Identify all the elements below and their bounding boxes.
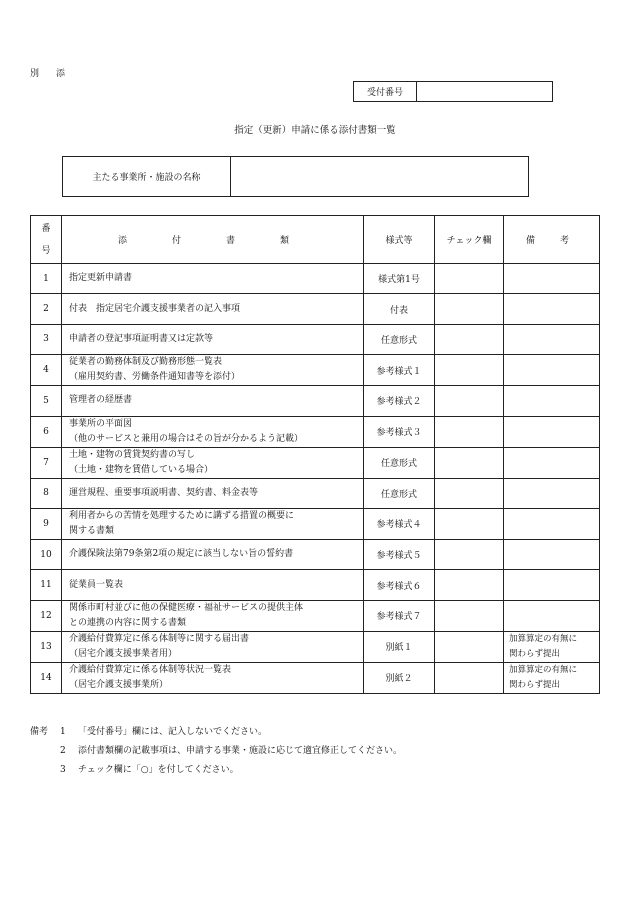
row-number-text: 7 <box>43 457 49 468</box>
table-header-row <box>31 216 600 264</box>
table-row <box>31 355 600 386</box>
row-number <box>31 600 62 631</box>
row-number <box>31 264 62 294</box>
check-cell[interactable] <box>435 539 504 569</box>
remarks-cell <box>504 324 600 354</box>
remarks-cell <box>504 662 600 693</box>
header-number-text: 番 号 <box>41 223 51 256</box>
document-name <box>62 294 364 324</box>
header-remarks: 備 考 <box>504 216 600 264</box>
form-type <box>364 264 435 294</box>
check-cell[interactable] <box>435 416 504 447</box>
document-name-text: 付表 指定居宅介護支援事業者の記入事項 <box>69 303 241 314</box>
remarks-cell-text: 加算算定の有無に <box>509 633 578 644</box>
form-type-text: 参考様式４ <box>376 520 422 531</box>
note-number: 3 <box>60 765 66 775</box>
check-cell[interactable] <box>435 508 504 539</box>
remarks-cell-text: 関わらず提出 <box>509 679 561 690</box>
remarks-cell <box>504 264 600 294</box>
remarks-cell <box>504 570 600 600</box>
row-number-text: 1 <box>43 273 49 284</box>
document-name-text: 関係市町村並びに他の保健医療・福祉サービスの提供主体 <box>69 602 304 613</box>
form-type <box>364 478 435 508</box>
remarks-cell <box>504 600 600 631</box>
document-name <box>62 631 364 662</box>
document-name-text: 介護保険法第79条第2項の規定に該当しない旨の誓約書 <box>69 549 294 560</box>
check-cell[interactable] <box>435 386 504 416</box>
row-number <box>31 478 62 508</box>
document-name <box>62 478 364 508</box>
note-number: 1 <box>60 727 66 737</box>
row-number-text: 14 <box>40 672 52 683</box>
table-row <box>31 631 600 662</box>
note-number: 2 <box>60 746 66 756</box>
header-form: 様式等 <box>364 216 435 264</box>
check-cell[interactable] <box>435 478 504 508</box>
form-type <box>364 570 435 600</box>
note-text: 添付書類欄の記載事項は、申請する事業・施設に応じて適宜修正してください。 <box>78 746 403 756</box>
document-name <box>62 264 364 294</box>
row-number-text: 3 <box>43 334 49 345</box>
row-number <box>31 508 62 539</box>
form-type-text: 付表 <box>389 305 408 316</box>
row-number-text: 6 <box>43 426 49 437</box>
form-type-text: 任意形式 <box>380 489 417 500</box>
form-type <box>364 539 435 569</box>
document-name-text: （居宅介護支援事業者用） <box>69 648 178 659</box>
check-cell[interactable] <box>435 631 504 662</box>
check-cell[interactable] <box>435 662 504 693</box>
row-number-text: 2 <box>43 304 49 315</box>
row-number-text: 13 <box>40 641 52 652</box>
remarks-cell <box>504 631 600 662</box>
document-name-text: 申請者の登記事項証明書又は定款等 <box>69 333 214 344</box>
form-type <box>364 294 435 324</box>
row-number <box>31 570 62 600</box>
facility-name-label: 主たる事業所・施設の名称 <box>63 157 231 196</box>
form-type <box>364 324 435 354</box>
document-name-text: 土地・建物の賃貸契約書の写し <box>69 449 196 460</box>
remarks-cell <box>504 478 600 508</box>
attachment-table <box>30 215 600 694</box>
notes-lead: 備考 <box>30 727 49 737</box>
form-type-text: 参考様式７ <box>376 612 422 623</box>
table-row <box>31 662 600 693</box>
document-name <box>62 447 364 478</box>
remarks-cell <box>504 508 600 539</box>
remarks-cell <box>504 539 600 569</box>
form-type-text: 参考様式１ <box>376 366 422 377</box>
form-type <box>364 600 435 631</box>
document-name-text: との連携の内容に関する書類 <box>69 617 187 628</box>
table-row <box>31 264 600 294</box>
document-name <box>62 662 364 693</box>
table-row <box>31 324 600 354</box>
header-number <box>31 216 62 264</box>
check-cell[interactable] <box>435 570 504 600</box>
remarks-cell <box>504 386 600 416</box>
check-cell[interactable] <box>435 264 504 294</box>
attachment-label: 別 添 <box>30 69 70 79</box>
receipt-number-label: 受付番号 <box>354 82 417 101</box>
document-name <box>62 386 364 416</box>
document-name <box>62 600 364 631</box>
page-title: 指定（更新）申請に係る添付書類一覧 <box>234 125 396 136</box>
remarks-cell <box>504 355 600 386</box>
row-number-text: 12 <box>40 610 52 621</box>
document-name-text: 事業所の平面図 <box>69 418 133 429</box>
document-name <box>62 570 364 600</box>
facility-name-field[interactable] <box>231 157 528 196</box>
form-type <box>364 355 435 386</box>
document-name-text: 管理者の経歴書 <box>69 395 133 406</box>
form-type <box>364 662 435 693</box>
document-name-text: 関する書類 <box>69 525 115 536</box>
document-name-text: （土地・建物を賃借している場合） <box>69 464 214 475</box>
row-number <box>31 539 62 569</box>
form-type <box>364 447 435 478</box>
document-name-text: 利用者からの苦情を処理するために講ずる措置の概要に <box>69 510 295 521</box>
remarks-cell <box>504 416 600 447</box>
check-cell[interactable] <box>435 355 504 386</box>
row-number <box>31 447 62 478</box>
check-cell[interactable] <box>435 294 504 324</box>
document-name <box>62 508 364 539</box>
note-text: 「受付番号」欄には、記入しないでください。 <box>78 727 268 737</box>
document-name-text: 介護給付費算定に係る体制等に関する届出書 <box>69 633 250 644</box>
row-number <box>31 324 62 354</box>
receipt-number-field[interactable] <box>417 82 552 101</box>
table-row <box>31 478 600 508</box>
row-number-text: 10 <box>40 549 52 560</box>
form-type-text: 参考様式６ <box>376 581 422 592</box>
notes-section <box>30 723 402 780</box>
form-type-text: 別紙１ <box>385 643 413 654</box>
note-item <box>30 742 402 761</box>
table-row <box>31 386 600 416</box>
document-name <box>62 539 364 569</box>
row-number-text: 4 <box>43 365 49 376</box>
form-type <box>364 386 435 416</box>
table-row <box>31 600 600 631</box>
form-type <box>364 508 435 539</box>
row-number-text: 11 <box>40 580 52 591</box>
facility-name-box <box>62 156 529 197</box>
form-type-text: 任意形式 <box>380 459 417 470</box>
remarks-cell <box>504 447 600 478</box>
table-row <box>31 416 600 447</box>
row-number <box>31 294 62 324</box>
table-row <box>31 508 600 539</box>
document-name-text: 指定更新申請書 <box>69 273 133 284</box>
form-type-text: 参考様式２ <box>376 397 422 408</box>
note-item <box>30 723 402 742</box>
document-name-text: 従業員一覧表 <box>69 579 124 590</box>
document-name-text: （他のサービスと兼用の場合はその旨が分かるよう記載） <box>69 433 304 444</box>
check-cell[interactable] <box>435 600 504 631</box>
note-item <box>30 761 402 780</box>
row-number <box>31 355 62 386</box>
row-number <box>31 631 62 662</box>
table-row <box>31 294 600 324</box>
row-number-text: 8 <box>43 488 49 499</box>
row-number-text: 5 <box>43 395 49 406</box>
row-number <box>31 662 62 693</box>
row-number <box>31 386 62 416</box>
table-row <box>31 570 600 600</box>
document-name <box>62 355 364 386</box>
form-type-text: 様式第1号 <box>378 275 420 286</box>
form-type-text: 別紙２ <box>385 674 413 685</box>
remarks-cell <box>504 294 600 324</box>
note-text: チェック欄に「○」を付してください。 <box>78 765 239 775</box>
document-name <box>62 416 364 447</box>
check-cell[interactable] <box>435 447 504 478</box>
header-check: チェック欄 <box>435 216 504 264</box>
document-name <box>62 324 364 354</box>
form-type-text: 参考様式５ <box>376 551 422 562</box>
check-cell[interactable] <box>435 324 504 354</box>
form-type-text: 任意形式 <box>380 335 417 346</box>
receipt-number-box <box>353 81 553 102</box>
document-name-text: （居宅介護支援事業所） <box>69 679 169 690</box>
remarks-cell-text: 加算算定の有無に <box>509 664 578 675</box>
remarks-cell-text: 関わらず提出 <box>509 648 561 659</box>
table-row <box>31 539 600 569</box>
form-type <box>364 631 435 662</box>
row-number <box>31 416 62 447</box>
document-name-text: 介護給付費算定に係る体制等状況一覧表 <box>69 664 232 675</box>
row-number-text: 9 <box>43 518 49 529</box>
document-name-text: 運営規程、重要事項説明書、契約書、料金表等 <box>69 487 259 498</box>
document-name-text: 従業者の勤務体制及び勤務形態一覧表 <box>69 357 223 368</box>
form-type-text: 参考様式３ <box>376 428 422 439</box>
form-type <box>364 416 435 447</box>
header-documents: 添 付 書 類 <box>62 216 364 264</box>
table-row <box>31 447 600 478</box>
document-name-text: （雇用契約書、労働条件通知書等を添付） <box>69 372 241 383</box>
